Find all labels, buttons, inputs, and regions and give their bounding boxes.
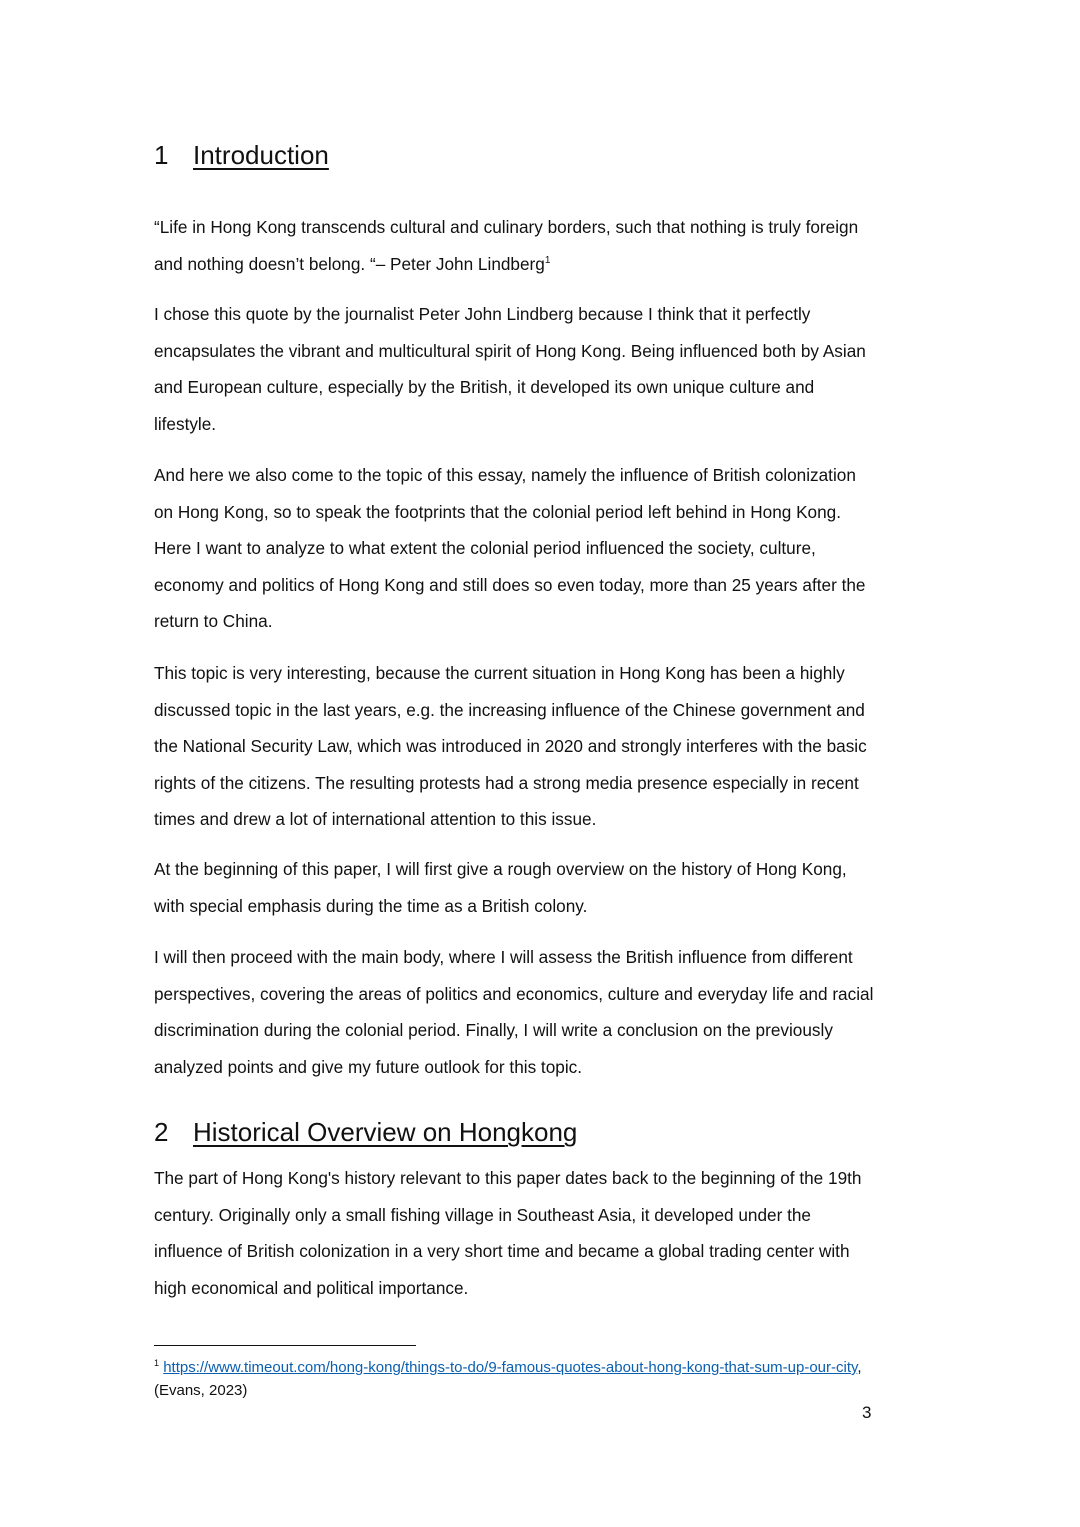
footnote-citation: , (Evans, 2023) <box>154 1359 862 1399</box>
footnote-link[interactable]: https://www.timeout.com/hong-kong/things-to-do/9-famous-quotes-about-hong-kong-that-sum-up-our-city <box>163 1359 858 1376</box>
footnote-separator <box>154 1345 416 1346</box>
intro-paragraph: I will then proceed with the main body, where I will assess the British influence from different perspectives, covering the areas of politics and economics, culture and everyday life and racial discrimination during the colonial period. Finally, I will write a conclusion on the previously analyzed points and give my future outlook for this topic. <box>154 947 874 1077</box>
intro-paragraph: And here we also come to the topic of this essay, namely the influence of British colonization on Hong Kong, so to speak the footprints that the colonial period left behind in Hong Kong. Here I want to analyze to what extent the colonial period influenced the society, culture, economy and politics of Hong Kong and still does so even today, more than 25 years after the return to China. <box>154 465 866 632</box>
footnote-reference[interactable]: 1 <box>544 254 551 266</box>
footnote-marker: 1 <box>154 1358 160 1368</box>
quote-text: “Life in Hong Kong transcends cultural and culinary borders, such that nothing is truly foreign and nothing doesn’t belong. “– Peter John Lindberg <box>154 217 859 274</box>
section-title: Introduction <box>193 140 329 170</box>
quote-paragraph <box>154 209 879 282</box>
page-number: 3 <box>862 1403 872 1422</box>
section-title: Historical Overview on Hongkong <box>193 1117 578 1147</box>
section-number: 2 <box>154 1117 169 1147</box>
footnote <box>154 1356 874 1402</box>
section-heading-historical-overview <box>154 1116 577 1148</box>
section-number: 1 <box>154 140 169 170</box>
history-paragraph: The part of Hong Kong's history relevant to this paper dates back to the beginning of the 19th century. Originally only a small fishing village in Southeast Asia, it developed under the influence of British colonization in a very short time and became a global trading center with high economical and political importance. <box>154 1168 862 1298</box>
intro-paragraph: At the beginning of this paper, I will first give a rough overview on the history of Hong Kong, with special emphasis during the time as a British colony. <box>154 859 847 916</box>
section-heading-introduction <box>154 139 329 171</box>
intro-paragraph: I chose this quote by the journalist Peter John Lindberg because I think that it perfectly encapsulates the vibrant and multicultural spirit of Hong Kong. Being influenced both by Asian and European culture, especially by the British, it developed its own unique culture and lifestyle. <box>154 304 866 434</box>
intro-paragraph: This topic is very interesting, because the current situation in Hong Kong has been a highly discussed topic in the last years, e.g. the increasing influence of the Chinese government and the National Security Law, which was introduced in 2020 and strongly interferes with the basic rights of the citizens. The resulting protests had a strong media presence especially in recent times and drew a lot of international attention to this issue. <box>154 663 867 830</box>
